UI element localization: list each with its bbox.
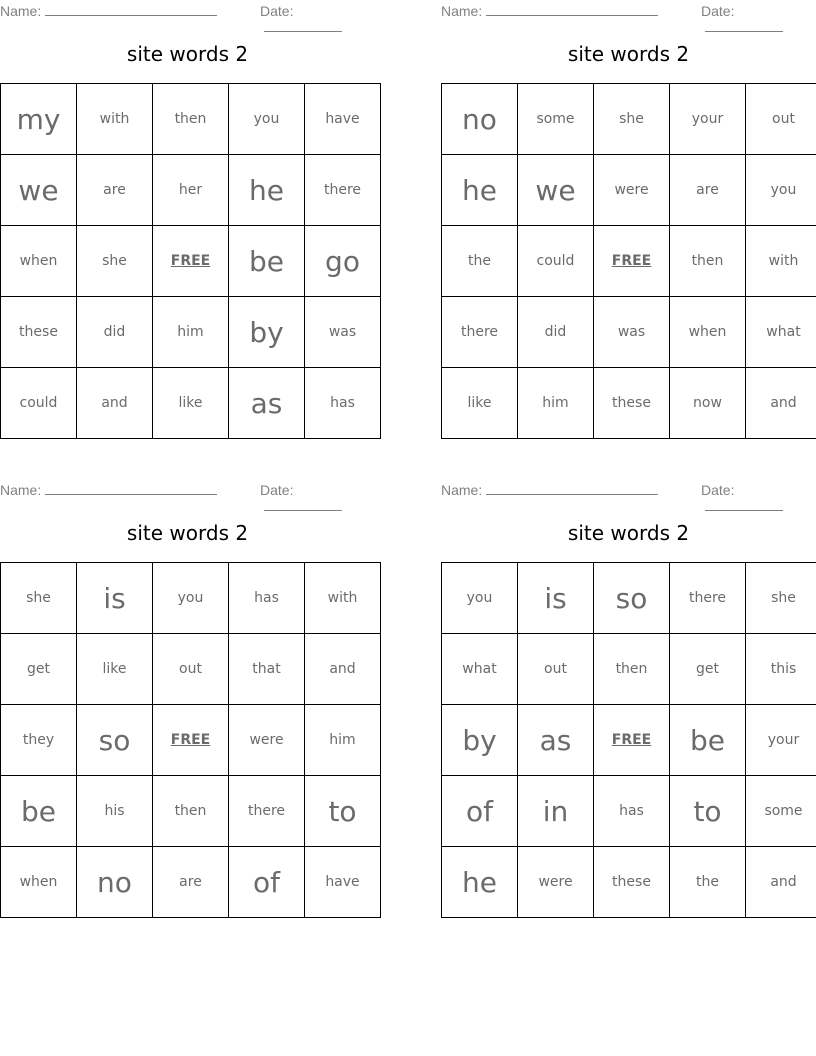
word-cell: she xyxy=(594,84,670,155)
date-blank-line xyxy=(264,19,342,32)
word-cell: and xyxy=(305,634,381,705)
grid-row xyxy=(1,563,381,634)
word-cell: his xyxy=(77,776,153,847)
word-cell: like xyxy=(442,368,518,439)
bingo-grid xyxy=(441,562,816,918)
bingo-grid xyxy=(0,562,381,918)
word-cell: then xyxy=(153,84,229,155)
word-cell: him xyxy=(153,297,229,368)
name-field xyxy=(0,3,217,19)
name-blank-line xyxy=(45,3,217,16)
word-cell: the xyxy=(442,226,518,297)
name-blank-line xyxy=(486,482,658,495)
bingo-grid xyxy=(441,83,816,439)
card-title: site words 2 xyxy=(126,42,249,66)
word-cell: the xyxy=(670,847,746,918)
card-header xyxy=(0,479,375,499)
grid-row xyxy=(442,226,816,297)
word-cell: when xyxy=(670,297,746,368)
date-field xyxy=(701,482,816,514)
word-cell: out xyxy=(153,634,229,705)
word-cell: no xyxy=(442,84,518,155)
word-cell: some xyxy=(746,776,816,847)
name-field xyxy=(441,482,658,498)
grid-row xyxy=(1,705,381,776)
name-label: Name: xyxy=(441,482,483,498)
word-cell: you xyxy=(746,155,816,226)
word-cell: when xyxy=(1,226,77,297)
word-cell: he xyxy=(229,155,305,226)
word-cell: no xyxy=(77,847,153,918)
name-blank-line xyxy=(45,482,217,495)
word-cell: are xyxy=(153,847,229,918)
word-cell: to xyxy=(670,776,746,847)
word-cell: what xyxy=(746,297,816,368)
word-cell: out xyxy=(518,634,594,705)
word-cell: were xyxy=(229,705,305,776)
word-cell: be xyxy=(1,776,77,847)
word-cell: these xyxy=(594,847,670,918)
date-field xyxy=(701,3,816,35)
bingo-card-4 xyxy=(441,479,816,919)
word-cell: these xyxy=(1,297,77,368)
date-label: Date: xyxy=(260,482,294,498)
word-cell: and xyxy=(77,368,153,439)
grid-row xyxy=(1,776,381,847)
free-space-cell: FREE xyxy=(153,226,229,297)
word-cell: could xyxy=(1,368,77,439)
date-label: Date: xyxy=(701,3,735,19)
date-blank-line xyxy=(705,498,783,511)
bingo-card-2 xyxy=(441,0,816,440)
grid-row xyxy=(1,155,381,226)
name-field xyxy=(0,482,217,498)
bingo-grid xyxy=(0,83,381,439)
word-cell: is xyxy=(77,563,153,634)
free-space-cell: FREE xyxy=(153,705,229,776)
word-cell: some xyxy=(518,84,594,155)
word-cell: were xyxy=(594,155,670,226)
word-cell: get xyxy=(1,634,77,705)
date-field xyxy=(260,3,375,35)
card-header xyxy=(441,479,816,499)
card-header xyxy=(441,0,816,20)
grid-row xyxy=(1,84,381,155)
word-cell: of xyxy=(229,847,305,918)
word-cell: with xyxy=(305,563,381,634)
word-cell: did xyxy=(77,297,153,368)
word-cell: we xyxy=(518,155,594,226)
word-cell: was xyxy=(305,297,381,368)
date-field xyxy=(260,482,375,514)
word-cell: and xyxy=(746,368,816,439)
name-blank-line xyxy=(486,3,658,16)
grid-row xyxy=(442,297,816,368)
free-space-cell: FREE xyxy=(594,226,670,297)
word-cell: with xyxy=(746,226,816,297)
word-cell: him xyxy=(305,705,381,776)
word-cell: with xyxy=(77,84,153,155)
word-cell: she xyxy=(746,563,816,634)
word-cell: were xyxy=(518,847,594,918)
word-cell: could xyxy=(518,226,594,297)
grid-row xyxy=(442,634,816,705)
word-cell: your xyxy=(670,84,746,155)
word-cell: like xyxy=(77,634,153,705)
word-cell: by xyxy=(229,297,305,368)
grid-row xyxy=(1,226,381,297)
word-cell: then xyxy=(153,776,229,847)
word-cell: be xyxy=(229,226,305,297)
word-cell: there xyxy=(442,297,518,368)
grid-row xyxy=(442,368,816,439)
word-cell: was xyxy=(594,297,670,368)
card-header xyxy=(0,0,375,20)
bingo-card-3 xyxy=(0,479,375,919)
word-cell: she xyxy=(77,226,153,297)
word-cell: have xyxy=(305,847,381,918)
word-cell: go xyxy=(305,226,381,297)
word-cell: be xyxy=(670,705,746,776)
word-cell: are xyxy=(670,155,746,226)
card-title: site words 2 xyxy=(126,521,249,545)
word-cell: they xyxy=(1,705,77,776)
word-cell: now xyxy=(670,368,746,439)
grid-row xyxy=(1,847,381,918)
word-cell: out xyxy=(746,84,816,155)
word-cell: are xyxy=(77,155,153,226)
card-title: site words 2 xyxy=(567,521,690,545)
word-cell: of xyxy=(442,776,518,847)
word-cell: did xyxy=(518,297,594,368)
word-cell: my xyxy=(1,84,77,155)
word-cell: her xyxy=(153,155,229,226)
name-field xyxy=(441,3,658,19)
word-cell: you xyxy=(442,563,518,634)
grid-row xyxy=(1,368,381,439)
grid-row xyxy=(442,84,816,155)
date-blank-line xyxy=(705,19,783,32)
bingo-card-1 xyxy=(0,0,375,440)
word-cell: to xyxy=(305,776,381,847)
word-cell: there xyxy=(670,563,746,634)
grid-row xyxy=(442,705,816,776)
grid-row xyxy=(442,847,816,918)
word-cell: there xyxy=(229,776,305,847)
word-cell: by xyxy=(442,705,518,776)
word-cell: he xyxy=(442,847,518,918)
name-label: Name: xyxy=(0,3,42,19)
word-cell: we xyxy=(1,155,77,226)
free-space-cell: FREE xyxy=(594,705,670,776)
word-cell: that xyxy=(229,634,305,705)
grid-row xyxy=(442,776,816,847)
card-title: site words 2 xyxy=(567,42,690,66)
word-cell: what xyxy=(442,634,518,705)
word-cell: then xyxy=(670,226,746,297)
word-cell: when xyxy=(1,847,77,918)
name-label: Name: xyxy=(0,482,42,498)
word-cell: as xyxy=(229,368,305,439)
date-blank-line xyxy=(264,498,342,511)
word-cell: then xyxy=(594,634,670,705)
word-cell: him xyxy=(518,368,594,439)
word-cell: has xyxy=(305,368,381,439)
word-cell: he xyxy=(442,155,518,226)
word-cell: has xyxy=(229,563,305,634)
word-cell: as xyxy=(518,705,594,776)
word-cell: so xyxy=(77,705,153,776)
grid-row xyxy=(1,634,381,705)
word-cell: you xyxy=(229,84,305,155)
word-cell: this xyxy=(746,634,816,705)
word-cell: is xyxy=(518,563,594,634)
word-cell: she xyxy=(1,563,77,634)
word-cell: these xyxy=(594,368,670,439)
grid-row xyxy=(442,563,816,634)
date-label: Date: xyxy=(701,482,735,498)
date-label: Date: xyxy=(260,3,294,19)
word-cell: has xyxy=(594,776,670,847)
word-cell: get xyxy=(670,634,746,705)
word-cell: you xyxy=(153,563,229,634)
word-cell: have xyxy=(305,84,381,155)
word-cell: in xyxy=(518,776,594,847)
word-cell: there xyxy=(305,155,381,226)
name-label: Name: xyxy=(441,3,483,19)
word-cell: and xyxy=(746,847,816,918)
grid-row xyxy=(1,297,381,368)
word-cell: so xyxy=(594,563,670,634)
word-cell: your xyxy=(746,705,816,776)
grid-row xyxy=(442,155,816,226)
word-cell: like xyxy=(153,368,229,439)
